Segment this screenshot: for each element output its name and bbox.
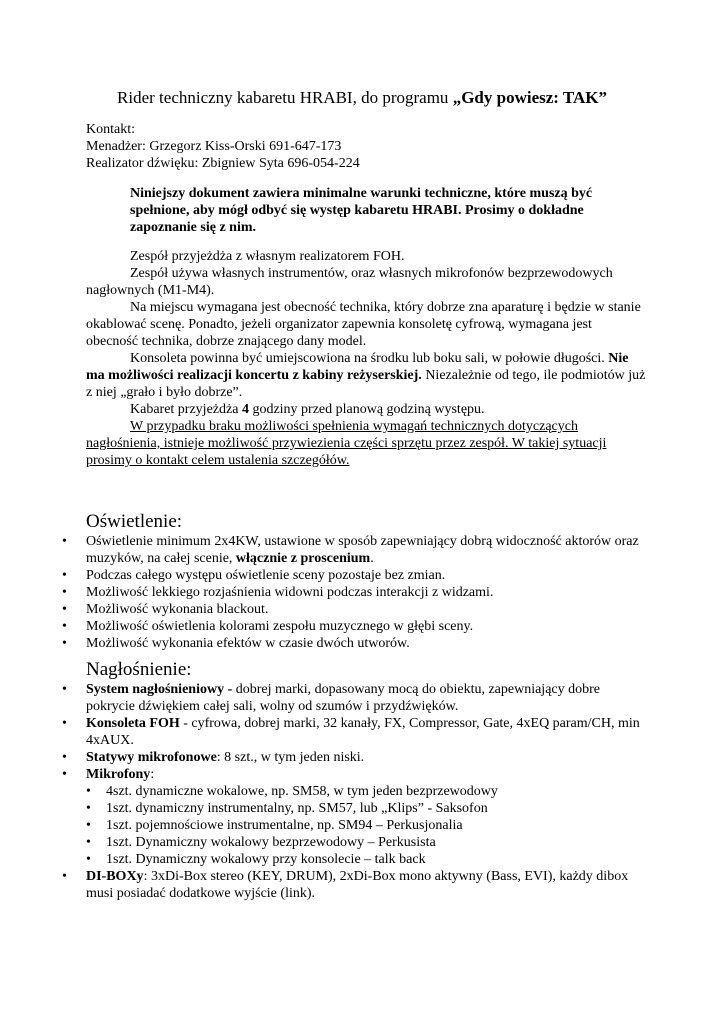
list-item: • 4szt. dynamiczne wokalowe, np. SM58, w tym jeden bezprzewodowy bbox=[106, 783, 646, 800]
document-title: Rider techniczny kabaretu HRABI, do programu „Gdy powiesz: TAK” bbox=[117, 88, 607, 107]
list-item: • Konsoleta FOH - cyfrowa, dobrej marki, 32 kanały, FX, Compressor, Gate, 4xEQ param/CH, min 4xAUX. bbox=[86, 715, 646, 749]
intro-p4: Konsoleta powinna być umiejscowiona na środku lub boku sali, w połowie długości. Nie ma możliwości realizacji koncertu z kabiny reżyserskiej. Niezależnie od tego, ile podmiotów już z niej „grało i było dobrze”. bbox=[86, 351, 646, 400]
list-item: • 1szt. Dynamiczny wokalowy bezprzewodowy – Perkusista bbox=[106, 834, 646, 851]
list-item: • Możliwość lekkiego rozjaśnienia widowni podczas interakcji z widzami. bbox=[86, 584, 646, 601]
microphones-list bbox=[86, 783, 646, 868]
contact-label: Kontakt: bbox=[86, 122, 135, 137]
list-item: • DI-BOXy: 3xDi-Box stereo (KEY, DRUM), 2xDi-Box mono aktywny (Bass, EVI), każdy dibox musi posiadać dodatkowe wyjście (link). bbox=[86, 868, 646, 902]
lighting-heading: Oświetlenie: bbox=[86, 511, 183, 532]
contact-sound-engineer: Realizator dźwięku: Zbigniew Syta 696-054-224 bbox=[86, 156, 360, 171]
list-item: • 1szt. dynamiczny instrumentalny, np. SM57, lub „Klips” - Saksofon bbox=[106, 800, 646, 817]
contact-block bbox=[86, 121, 646, 172]
contact-manager: Menadżer: Grzegorz Kiss-Orski 691-647-173 bbox=[86, 139, 342, 154]
lighting-list bbox=[86, 533, 646, 652]
list-item: • Podczas całego występu oświetlenie sceny pozostaje bez zmian. bbox=[86, 567, 646, 584]
list-item: • Oświetlenie minimum 2x4KW, ustawione w sposób zapewniający dobrą widoczność aktorów oraz muzyków, na całej scenie, włącznie z proscenium. bbox=[86, 533, 646, 567]
list-item: • 1szt. pojemnościowe instrumentalne, np. SM94 – Perkusjonalia bbox=[106, 817, 646, 834]
list-item: • Statywy mikrofonowe: 8 szt., w tym jeden niski. bbox=[86, 749, 646, 766]
intro-section bbox=[86, 248, 646, 469]
list-item: • Możliwość wykonania efektów w czasie dwóch utworów. bbox=[86, 635, 646, 652]
list-item: • Możliwość oświetlenia kolorami zespołu muzycznego w głębi sceny. bbox=[86, 618, 646, 635]
list-item: • Mikrofony: • 4szt. dynamiczne wokalowe, np. SM58, w tym jeden bezprzewodowy • 1szt. dynamiczny instrumentalny, np. SM57, lub „Klips” - Saksofon • 1szt. pojemnościowe instrumentalne, np. SM94 – Perkusjonalia • 1szt. Dynamiczny wokalowy bezprzewodowy – Perkusista • 1szt. Dynamiczny wokalowy przy konsolecie – talk back bbox=[86, 766, 646, 868]
intro-p5: Kabaret przyjeżdża 4 godziny przed planową godziną występu. bbox=[130, 402, 485, 417]
lighting-section bbox=[86, 511, 646, 652]
intro-p6: W przypadku braku możliwości spełnienia wymagań technicznych dotyczących nagłośnienia, istnieje możliwość przywiezienia części sprzętu przez zespół. W takiej sytuacji prosimy o kontakt celem ustalenia szczegółów. bbox=[86, 419, 607, 468]
intro-p3: Na miejscu wymagana jest obecność technika, który dobrze zna aparaturę i będzie w stanie okablować scenę. Ponadto, jeżeli organizator zapewnia konsoletę cyfrową, wymagana jest obecność technika, dobrze znającego dany model. bbox=[86, 300, 641, 349]
sound-section bbox=[86, 659, 646, 902]
notice-paragraph: Niniejszy dokument zawiera minimalne warunki techniczne, które muszą być spełnione, aby mógł odbyć się występ kabaretu HRABI. Prosimy o dokładne zapoznanie się z nim. bbox=[130, 186, 593, 235]
list-item: • Możliwość wykonania blackout. bbox=[86, 601, 646, 618]
list-item: • 1szt. Dynamiczny wokalowy przy konsolecie – talk back bbox=[106, 851, 646, 868]
intro-p1: Zespół przyjeżdża z własnym realizatorem FOH. bbox=[130, 249, 405, 264]
list-item: • System nagłośnieniowy - dobrej marki, dopasowany mocą do obiektu, zapewniający dobre pokrycie dźwiękiem całej sali, wolny od szumów i przydźwięków. bbox=[86, 681, 646, 715]
sound-heading: Nagłośnienie: bbox=[86, 659, 192, 680]
intro-p2: Zespół używa własnych instrumentów, oraz własnych mikrofonów bezprzewodowych nagłownych (M1-M4). bbox=[86, 266, 613, 298]
sound-list bbox=[86, 681, 646, 902]
